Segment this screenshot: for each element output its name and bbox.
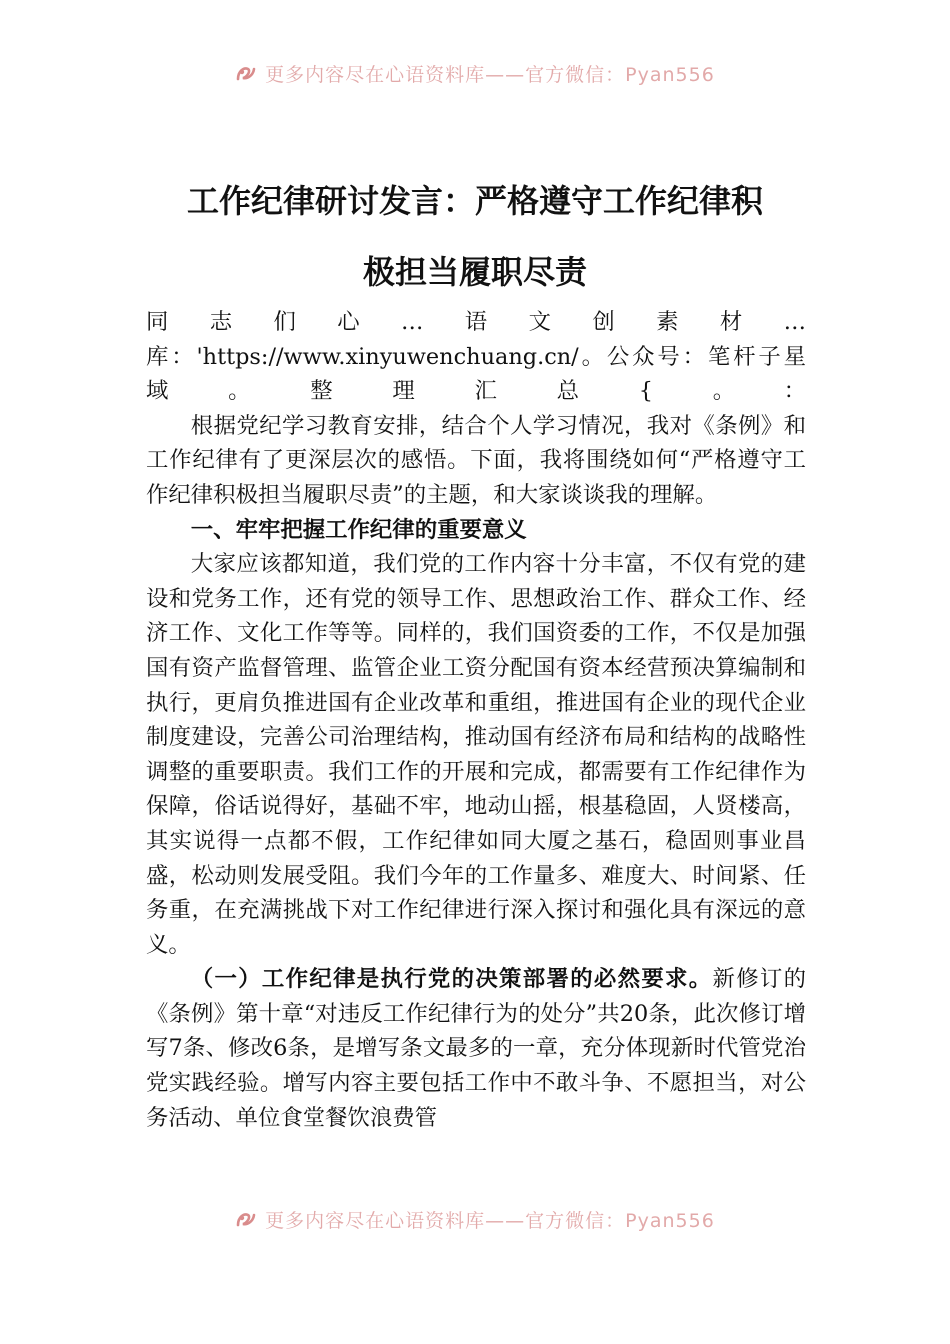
watermark-text: 更多内容尽在心语资料库——官方微信：Pyan556 [265, 1210, 715, 1232]
source-line: 同志们心…语文创素材…库：'https://www.xinyuwenchuang.cn/。公众号：笔杆子星域。整理汇总{。： [146, 309, 806, 405]
subsection-lead: （一）工作纪律是执行党的决策部署的必然要求。 [190, 966, 713, 993]
document-title-line-2: 极担当履职尽责 [362, 253, 587, 291]
section-paragraph: 大家应该都知道，我们党的工作内容十分丰富，不仅有党的建设和党务工作，还有党的领导工作、思想政治工作、群众工作、经济工作、文化工作等等。同样的，我们国资委的工作，不仅是加强国有资产监督管理、监管企业工资分配国有资本经营预决算编制和执行，更肩负推进国有企业改革和重组，推进国有企业的现代企业制度建设，完善公司治理结构，推动国有经济布局和结构的战略性调整的重要职责。我们工作的开展和完成，都需要有工作纪律作为保障，俗话说得好，基础不牢，地动山摇，根基稳固，人贤楼高，其实说得一点都不假，工作纪律如同大厦之基石，稳固则事业昌盛，松动则发展受阻。我们今年的工作量多、难度大、时间紧、任务重，在充满挑战下对工作纪律进行深入探讨和强化具有深远的意义。 [146, 551, 806, 958]
footer-watermark [0, 1206, 950, 1233]
header-watermark [0, 60, 950, 87]
document-title-line-1: 工作纪律研讨发言：严格遵守工作纪律积 [186, 182, 763, 220]
watermark-text: 更多内容尽在心语资料库——官方微信：Pyan556 [265, 64, 715, 86]
section-heading: 一、牢牢把握工作纪律的重要意义 [190, 516, 527, 543]
logo-icon [235, 1209, 257, 1231]
intro-paragraph: 根据党纪学习教育安排，结合个人学习情况，我对《条例》和工作纪律有了更深层次的感悟。下面，我将围绕如何“严格遵守工作纪律积极担当履职尽责”的主题，和大家谈谈我的理解。 [146, 412, 806, 508]
subsection-paragraph [146, 962, 806, 1135]
document-body [146, 305, 806, 1135]
subsection-text: 新修订的《条例》第十章“对违反工作纪律行为的处分”共20条，此次修订增写7条、修改6条，是增写条文最多的一章，充分体现新时代管党治党实践经验。增写内容主要包括工作中不敢斗争、不愿担当，对公务活动、单位食堂餐饮浪费管 [146, 966, 807, 1131]
logo-icon [235, 63, 257, 85]
